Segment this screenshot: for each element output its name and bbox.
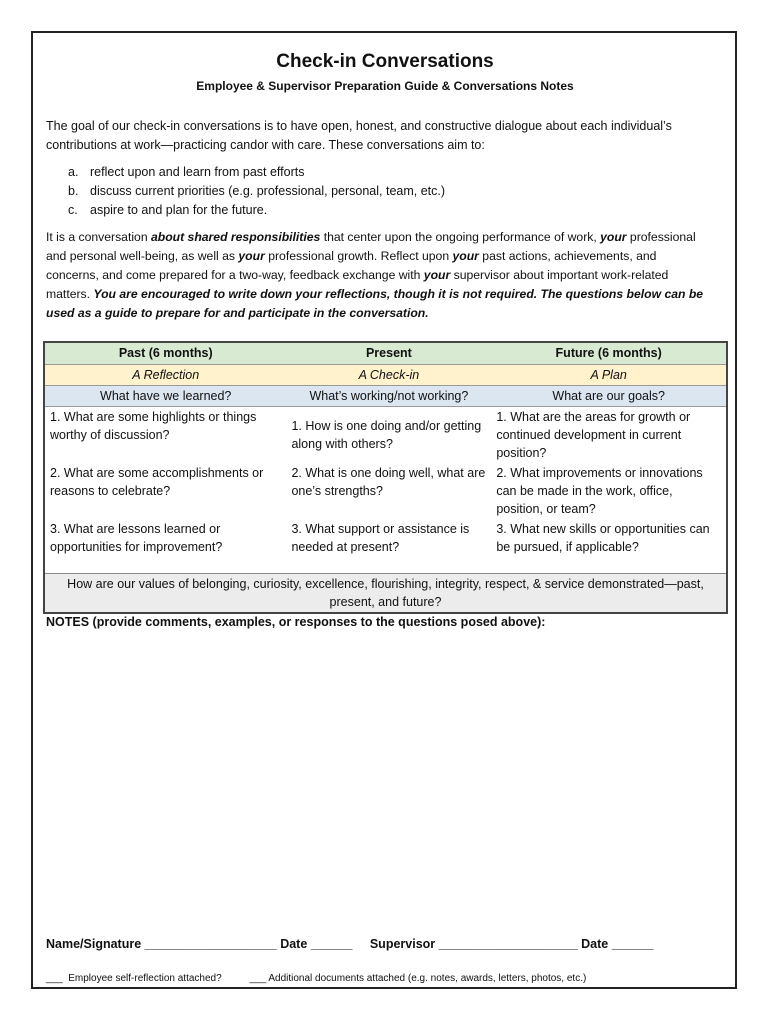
table-row: [44, 463, 727, 519]
table-cell: 1. What are some highlights or things worthy of discussion?: [50, 410, 257, 442]
intro-paragraph: The goal of our check-in conversations is to have open, honest, and constructive dialogue about each individual’s contributions at work—practicing candor with care. These conversations aim to:: [46, 119, 672, 152]
table-cell: 2. What is one doing well, what are one’s strengths?: [291, 466, 486, 498]
table-cell: 1. How is one doing and/or getting along with others?: [291, 419, 482, 451]
responsibilities-paragraph: It is a conversation about shared responsibilities that center upon the ongoing performance of work, your professional and personal well-being, as well as your professional growth. Reflect upon your past actions, achievements, and concerns, and come prepared for a two-way, feedback exchange with your supervisor about important work-related matters. You are encouraged to write down your reflections, though it is not required. The questions below can be used as a guide to prepare for and participate in the conversation.: [46, 230, 704, 320]
notes-label: NOTES (provide comments, examples, or responses to the questions posed above):: [46, 615, 546, 629]
column-subheader: A Reflection: [44, 365, 286, 386]
table-cell: 3. What support or assistance is needed at present?: [291, 522, 470, 554]
table-row: [44, 519, 727, 574]
aims-list: [68, 163, 445, 220]
conversation-guide-table: [43, 341, 728, 614]
table-cell: 2. What improvements or innovations can be made in the work, office, position, or team?: [496, 466, 703, 516]
signature-line: Name/Signature ___________________ Date ______ Supervisor ____________________ Date ______: [46, 937, 654, 951]
table-row: [44, 342, 727, 365]
table-row: [44, 574, 727, 614]
table-cell: 1. What are the areas for growth or continued development in current position?: [496, 410, 691, 460]
table-row: [44, 407, 727, 464]
table-cell: 3. What new skills or opportunities can be pursued, if applicable?: [496, 522, 710, 554]
list-item: a. reflect upon and learn from past efforts: [68, 165, 305, 179]
list-item: b. discuss current priorities (e.g. professional, personal, team, etc.): [68, 184, 446, 198]
column-question: What’s working/not working?: [286, 386, 491, 407]
column-header: Present: [286, 342, 491, 365]
table-row: [44, 386, 727, 407]
page-subtitle: Employee & Supervisor Preparation Guide & Conversations Notes: [196, 79, 574, 93]
column-question: What have we learned?: [44, 386, 286, 407]
page-title: Check-in Conversations: [276, 51, 494, 72]
list-item: c. aspire to and plan for the future.: [68, 203, 268, 217]
column-subheader: A Check-in: [286, 365, 491, 386]
column-subheader: A Plan: [491, 365, 727, 386]
column-header: Future (6 months): [491, 342, 727, 365]
values-cell: How are our values of belonging, curiosity, excellence, flourishing, integrity, respect, & service demonstrated—past, present, and future?: [44, 574, 727, 614]
attachments-line: ___ Employee self-reflection attached? ___ Additional documents attached (e.g. notes, awards, letters, photos, etc.): [46, 973, 587, 984]
column-header: Past (6 months): [44, 342, 286, 365]
table-row: [44, 365, 727, 386]
table-cell: 3. What are lessons learned or opportunities for improvement?: [50, 522, 223, 554]
column-question: What are our goals?: [491, 386, 727, 407]
table-cell: 2. What are some accomplishments or reasons to celebrate?: [50, 466, 264, 498]
